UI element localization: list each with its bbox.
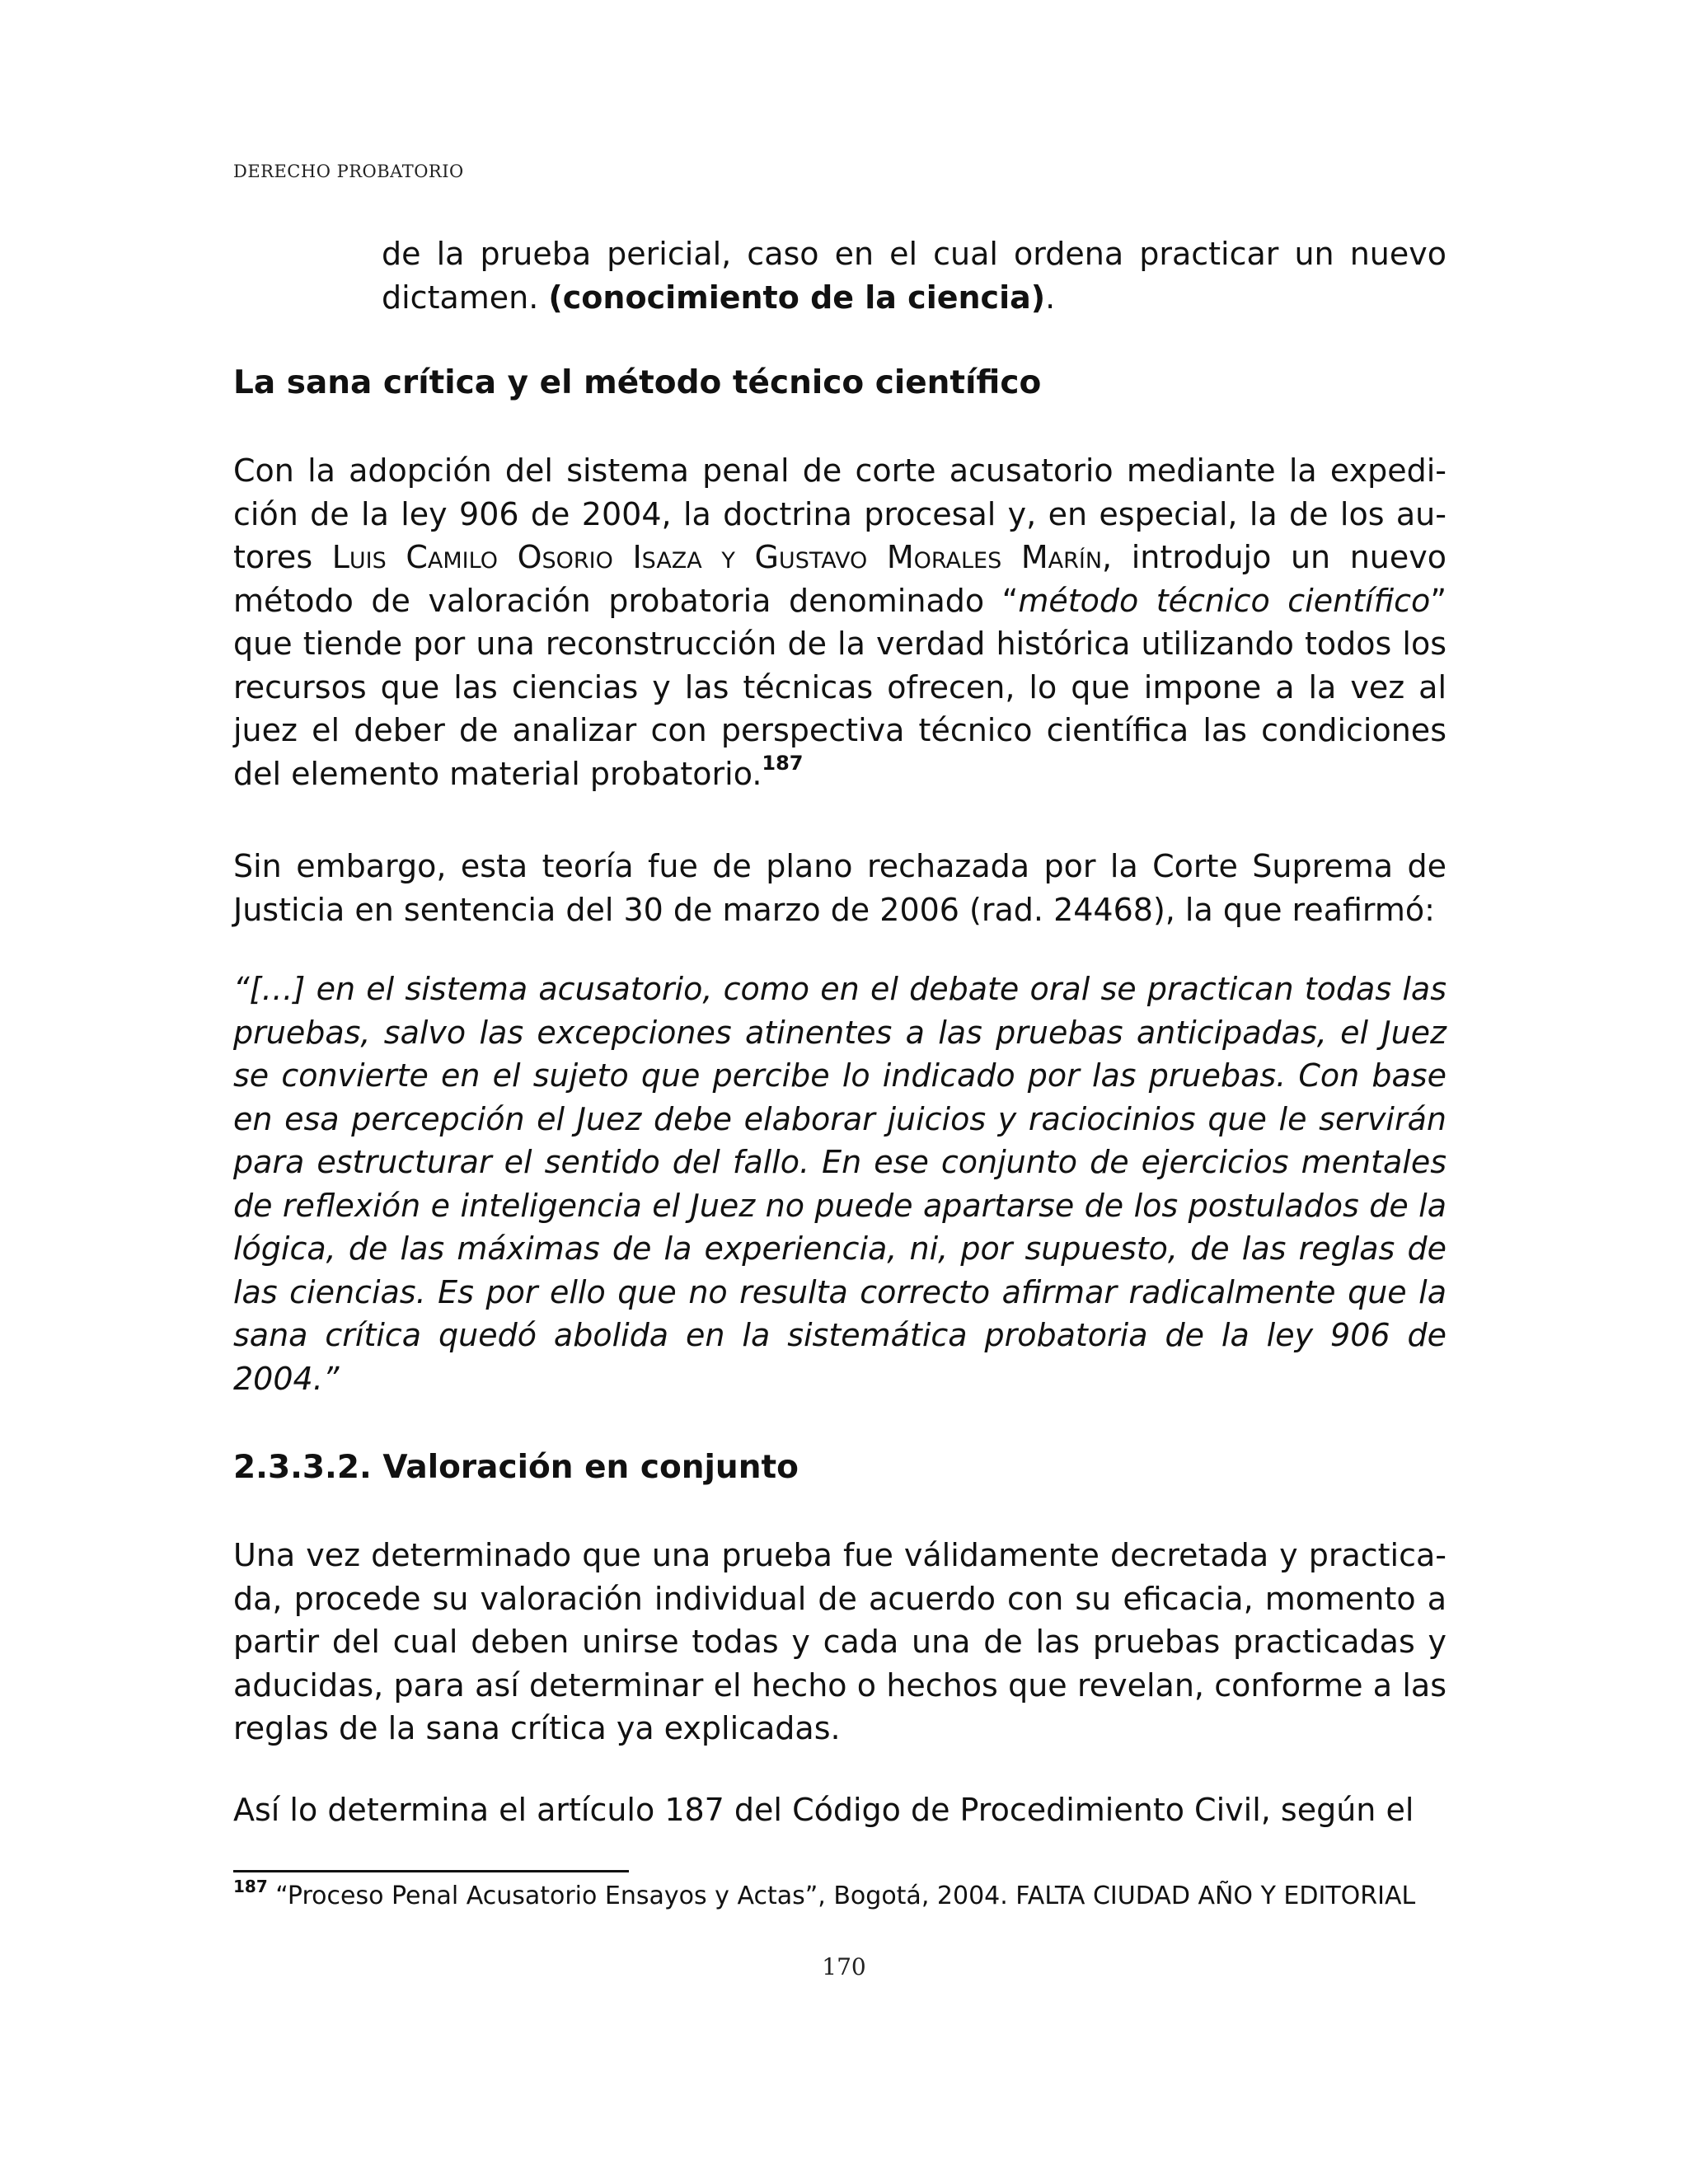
section-heading-valoracion-conjunto: 2.3.3.2. Valoración en conjunto <box>233 1449 799 1486</box>
method-term: método técnico científico <box>1018 582 1431 619</box>
continued-paragraph-end: . <box>1045 279 1056 316</box>
court-quotation: “[…] en el sistema acusatorio, como en el debate oral se practican todas las pruebas, salvo las excepciones atinentes a las pruebas anticipadas, el Juez se convierte en el sujeto que percibe lo indicado por las pruebas. Con base en esa percepción el Juez debe elaborar juicios y raciocinios que le servirán para estructurar el sentido del fallo. En ese conjunto de ejercicios mentales de reflexión e inteligencia el Juez no puede apartarse de los postulados de la lógica, de las máximas de la experiencia, ni, por supuesto, de las reglas de las ciencias. Es por ello que no resulta correcto afirmar radicalmente que la sana crítica quedó abolida en la sistemática probatoria de la ley 906 de 2004.” <box>233 971 1447 1397</box>
paragraph-articulo-187: Así lo determina el artículo 187 del Código de Procedimiento Civil, según el <box>233 1791 1414 1828</box>
footnote-text: “Proceso Penal Acusatorio Ensayos y Actas”, Bogotá, 2004. FALTA CIUDAD AÑO Y EDITORIAL <box>267 1882 1416 1910</box>
running-header: DERECHO PROBATORIO <box>233 162 464 181</box>
paragraph-metodo-tecnico-a: Con la adopción del sistema penal de corte acusatorio mediante la expedición de la ley 906 de 2004, la doctrina procesal y, en especial, la de los autores <box>233 452 1447 575</box>
continued-paragraph-text: de la prueba pericial, caso en el cual ordena practicar un nuevo dictamen. <box>382 236 1447 316</box>
paragraph-metodo-tecnico-b: , introdujo un nuevo método de valoración probatoria denominado “ <box>233 539 1447 619</box>
paragraph-corte-suprema: Sin embargo, esta teoría fue de plano rechazada por la Corte Suprema de Justicia en sentencia del 30 de marzo de 2006 (rad. 24468), la que reafirmó: <box>233 848 1447 928</box>
continued-paragraph-bold: (conocimiento de la ciencia) <box>548 279 1046 316</box>
continued-paragraph <box>382 232 1447 319</box>
authors-small-caps: Luis Camilo Osorio Isaza y Gustavo Morales Marín <box>331 539 1103 575</box>
page-body <box>233 232 1447 1831</box>
section-heading-sana-critica: La sana crítica y el método técnico científico <box>233 364 1042 401</box>
paragraph-valoracion: Una vez determinado que una prueba fue válidamente decretada y practicada, procede su valoración individual de acuerdo con su eficacia, momento a partir del cual deben unirse todas y cada una de las pruebas practicadas y aducidas, para así determinar el hecho o hechos que revelan, conforme a las reglas de la sana crítica ya explicadas. <box>233 1537 1447 1746</box>
page-number: 170 <box>822 1953 866 1980</box>
footnote-number: 187 <box>233 1877 268 1896</box>
footnote-reference[interactable]: 187 <box>762 751 804 775</box>
footnote <box>233 1879 1453 1914</box>
paragraph-metodo-tecnico-c: ” que tiende por una reconstrucción de la verdad histórica utilizando todos los recursos que las ciencias y las técnicas ofrecen, lo que impone a la vez al juez el deber de analizar con perspectiva técnico científica las condiciones del elemento material probatorio. <box>233 582 1447 792</box>
footnote-divider <box>233 1870 629 1872</box>
paragraph-metodo-tecnico <box>233 449 1447 795</box>
